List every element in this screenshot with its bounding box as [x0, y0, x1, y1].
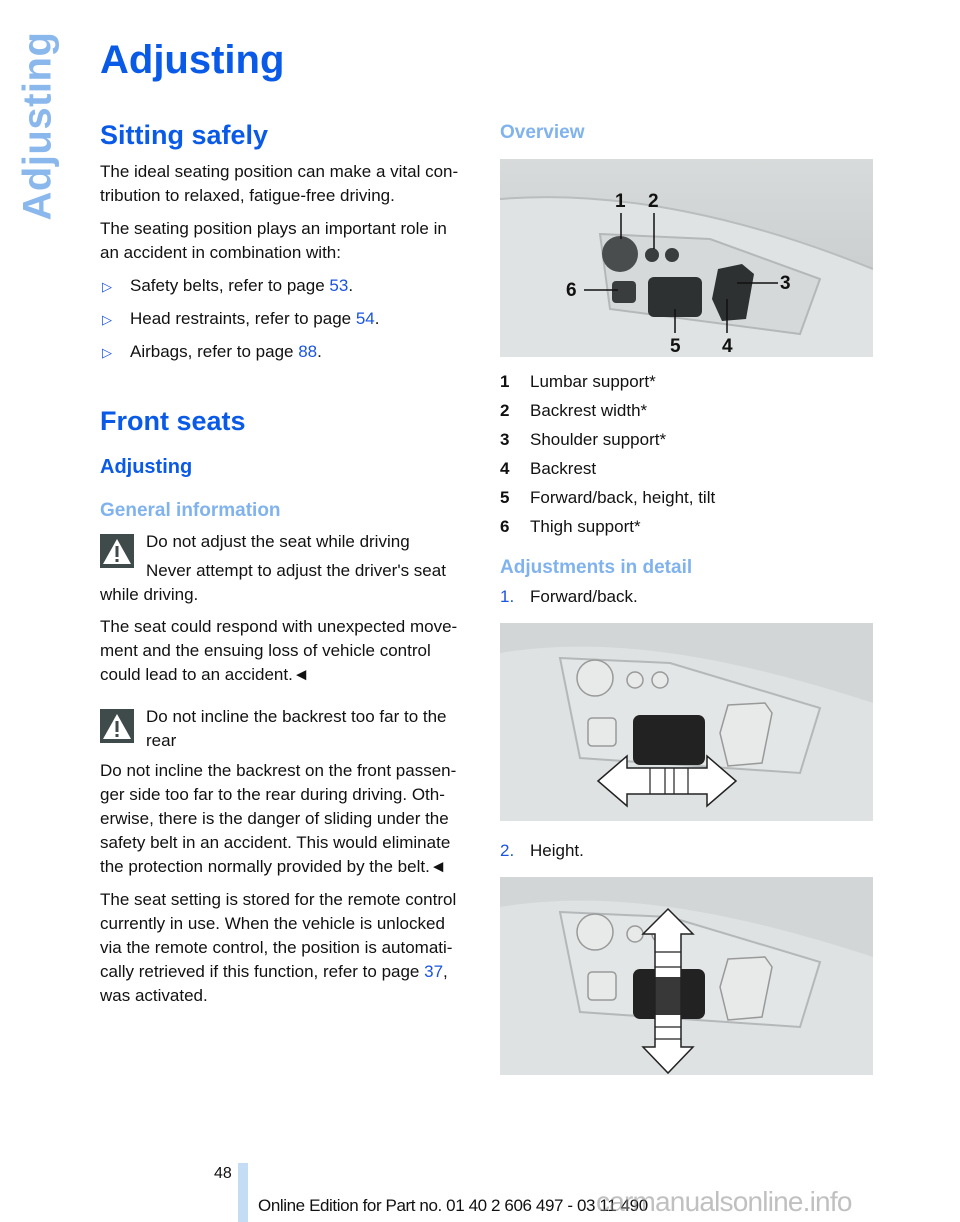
- legend-number: 6: [500, 517, 510, 536]
- svg-text:1: 1: [615, 191, 626, 212]
- memory-text: The seat setting is stored for the remote control currently in use. When the vehicle is unlocked via the remote control, the position is automati-cally retrieved if this function, refer to page: [100, 890, 457, 981]
- step-number: 1.: [500, 587, 515, 606]
- subsection-heading-general-information: General information: [100, 500, 281, 521]
- warning-paragraph: Do not incline the backrest on the front passen-ger side too far to the rear during driving. Oth-erwise, there is the danger of sliding under the safety belt in an accident. This would eliminate the protection normally provided by the belt.◄: [100, 761, 457, 876]
- side-chapter-tab: [15, 18, 60, 258]
- seat-controls-overview-figure: [500, 159, 873, 357]
- triangle-right-icon: ▷: [102, 312, 112, 327]
- legend-number: 3: [500, 430, 510, 449]
- triangle-right-icon: ▷: [102, 345, 112, 360]
- paragraph: The seating position plays an important role in an accident in combination with:: [100, 219, 447, 262]
- warning-title: Do not adjust the seat while driving: [146, 532, 410, 551]
- footer-edition: Online Edition for Part no. 01 40 2 606 497 - 03 11 490: [258, 1196, 648, 1215]
- right-column: [500, 118, 873, 1075]
- bullet-text: Airbags, refer to page: [130, 342, 299, 361]
- svg-text:3: 3: [780, 273, 791, 294]
- bullet-item: [100, 274, 468, 298]
- warning-title: Do not incline the backrest too far to the rear: [146, 707, 447, 750]
- bullet-list: [100, 274, 468, 364]
- bullet-item: [100, 307, 468, 331]
- punct: ,: [443, 962, 448, 981]
- overview-legend: [500, 367, 873, 541]
- bullet-text: Head restraints, refer to page: [130, 309, 356, 328]
- memory-text-tail: was activated.: [100, 986, 208, 1005]
- legend-item: [500, 396, 873, 425]
- legend-number: 1: [500, 372, 510, 391]
- forward-back-figure: [500, 623, 873, 821]
- legend-label: Forward/back, height, tilt: [530, 488, 716, 507]
- svg-text:5: 5: [670, 336, 681, 357]
- triangle-right-icon: ▷: [102, 279, 112, 294]
- legend-number: 5: [500, 488, 510, 507]
- legend-label: Lumbar support*: [530, 372, 656, 391]
- page-title: Adjusting: [100, 38, 285, 82]
- page-link[interactable]: 53: [329, 276, 349, 295]
- legend-number: 2: [500, 401, 510, 420]
- warning-body-first: Never attempt to adjust the driver's seat: [146, 561, 446, 580]
- page-link[interactable]: 88: [298, 342, 318, 361]
- height-figure: [500, 877, 873, 1075]
- warning-icon: [100, 534, 134, 568]
- legend-item: [500, 425, 873, 454]
- legend-item: [500, 512, 873, 541]
- page-link[interactable]: 54: [355, 309, 375, 328]
- step-item: [500, 839, 873, 863]
- step-label: Height.: [530, 841, 584, 860]
- paragraph: The ideal seating position can make a vital con-tribution to relaxed, fatigue-free driving.: [100, 162, 459, 205]
- legend-item: [500, 483, 873, 512]
- legend-number: 4: [500, 459, 510, 478]
- warning-block: [100, 705, 468, 879]
- step-number: 2.: [500, 841, 515, 860]
- punct: .: [374, 309, 380, 328]
- page-link[interactable]: 37: [424, 962, 444, 981]
- legend-label: Shoulder support*: [530, 430, 667, 449]
- footer-accent-bar: [238, 1163, 248, 1222]
- step-label: Forward/back.: [530, 587, 638, 606]
- watermark: carmanualsonline.info: [596, 1186, 852, 1217]
- section-heading-sitting-safely: Sitting safely: [100, 120, 269, 150]
- side-chapter-label: Adjusting: [15, 31, 60, 221]
- step-item: [500, 585, 873, 609]
- warning-paragraph: The seat could respond with unexpected move-ment and the ensuing loss of vehicle control could lead to an accident.◄: [100, 617, 458, 684]
- svg-text:6: 6: [566, 280, 577, 301]
- left-column: [100, 118, 468, 1008]
- legend-label: Backrest: [530, 459, 597, 478]
- subsection-heading-adjusting: Adjusting: [100, 456, 193, 478]
- legend-item: [500, 454, 873, 483]
- page-number: 48: [214, 1165, 232, 1182]
- legend-label: Backrest width*: [530, 401, 648, 420]
- warning-body-rest: while driving.: [100, 585, 199, 604]
- subsection-heading-overview: Overview: [500, 122, 585, 143]
- memory-paragraph: [100, 888, 468, 1008]
- bullet-text: Safety belts, refer to page: [130, 276, 330, 295]
- bullet-item: [100, 340, 468, 364]
- svg-text:4: 4: [722, 336, 733, 357]
- legend-label: Thigh support*: [530, 517, 641, 536]
- subsection-heading-adjustments-in-detail: Adjustments in detail: [500, 557, 693, 578]
- legend-item: [500, 367, 873, 396]
- warning-block: [100, 530, 468, 687]
- warning-icon: [100, 709, 134, 743]
- section-heading-front-seats: Front seats: [100, 406, 246, 436]
- punct: .: [317, 342, 322, 361]
- svg-text:2: 2: [648, 191, 659, 212]
- punct: .: [348, 276, 354, 295]
